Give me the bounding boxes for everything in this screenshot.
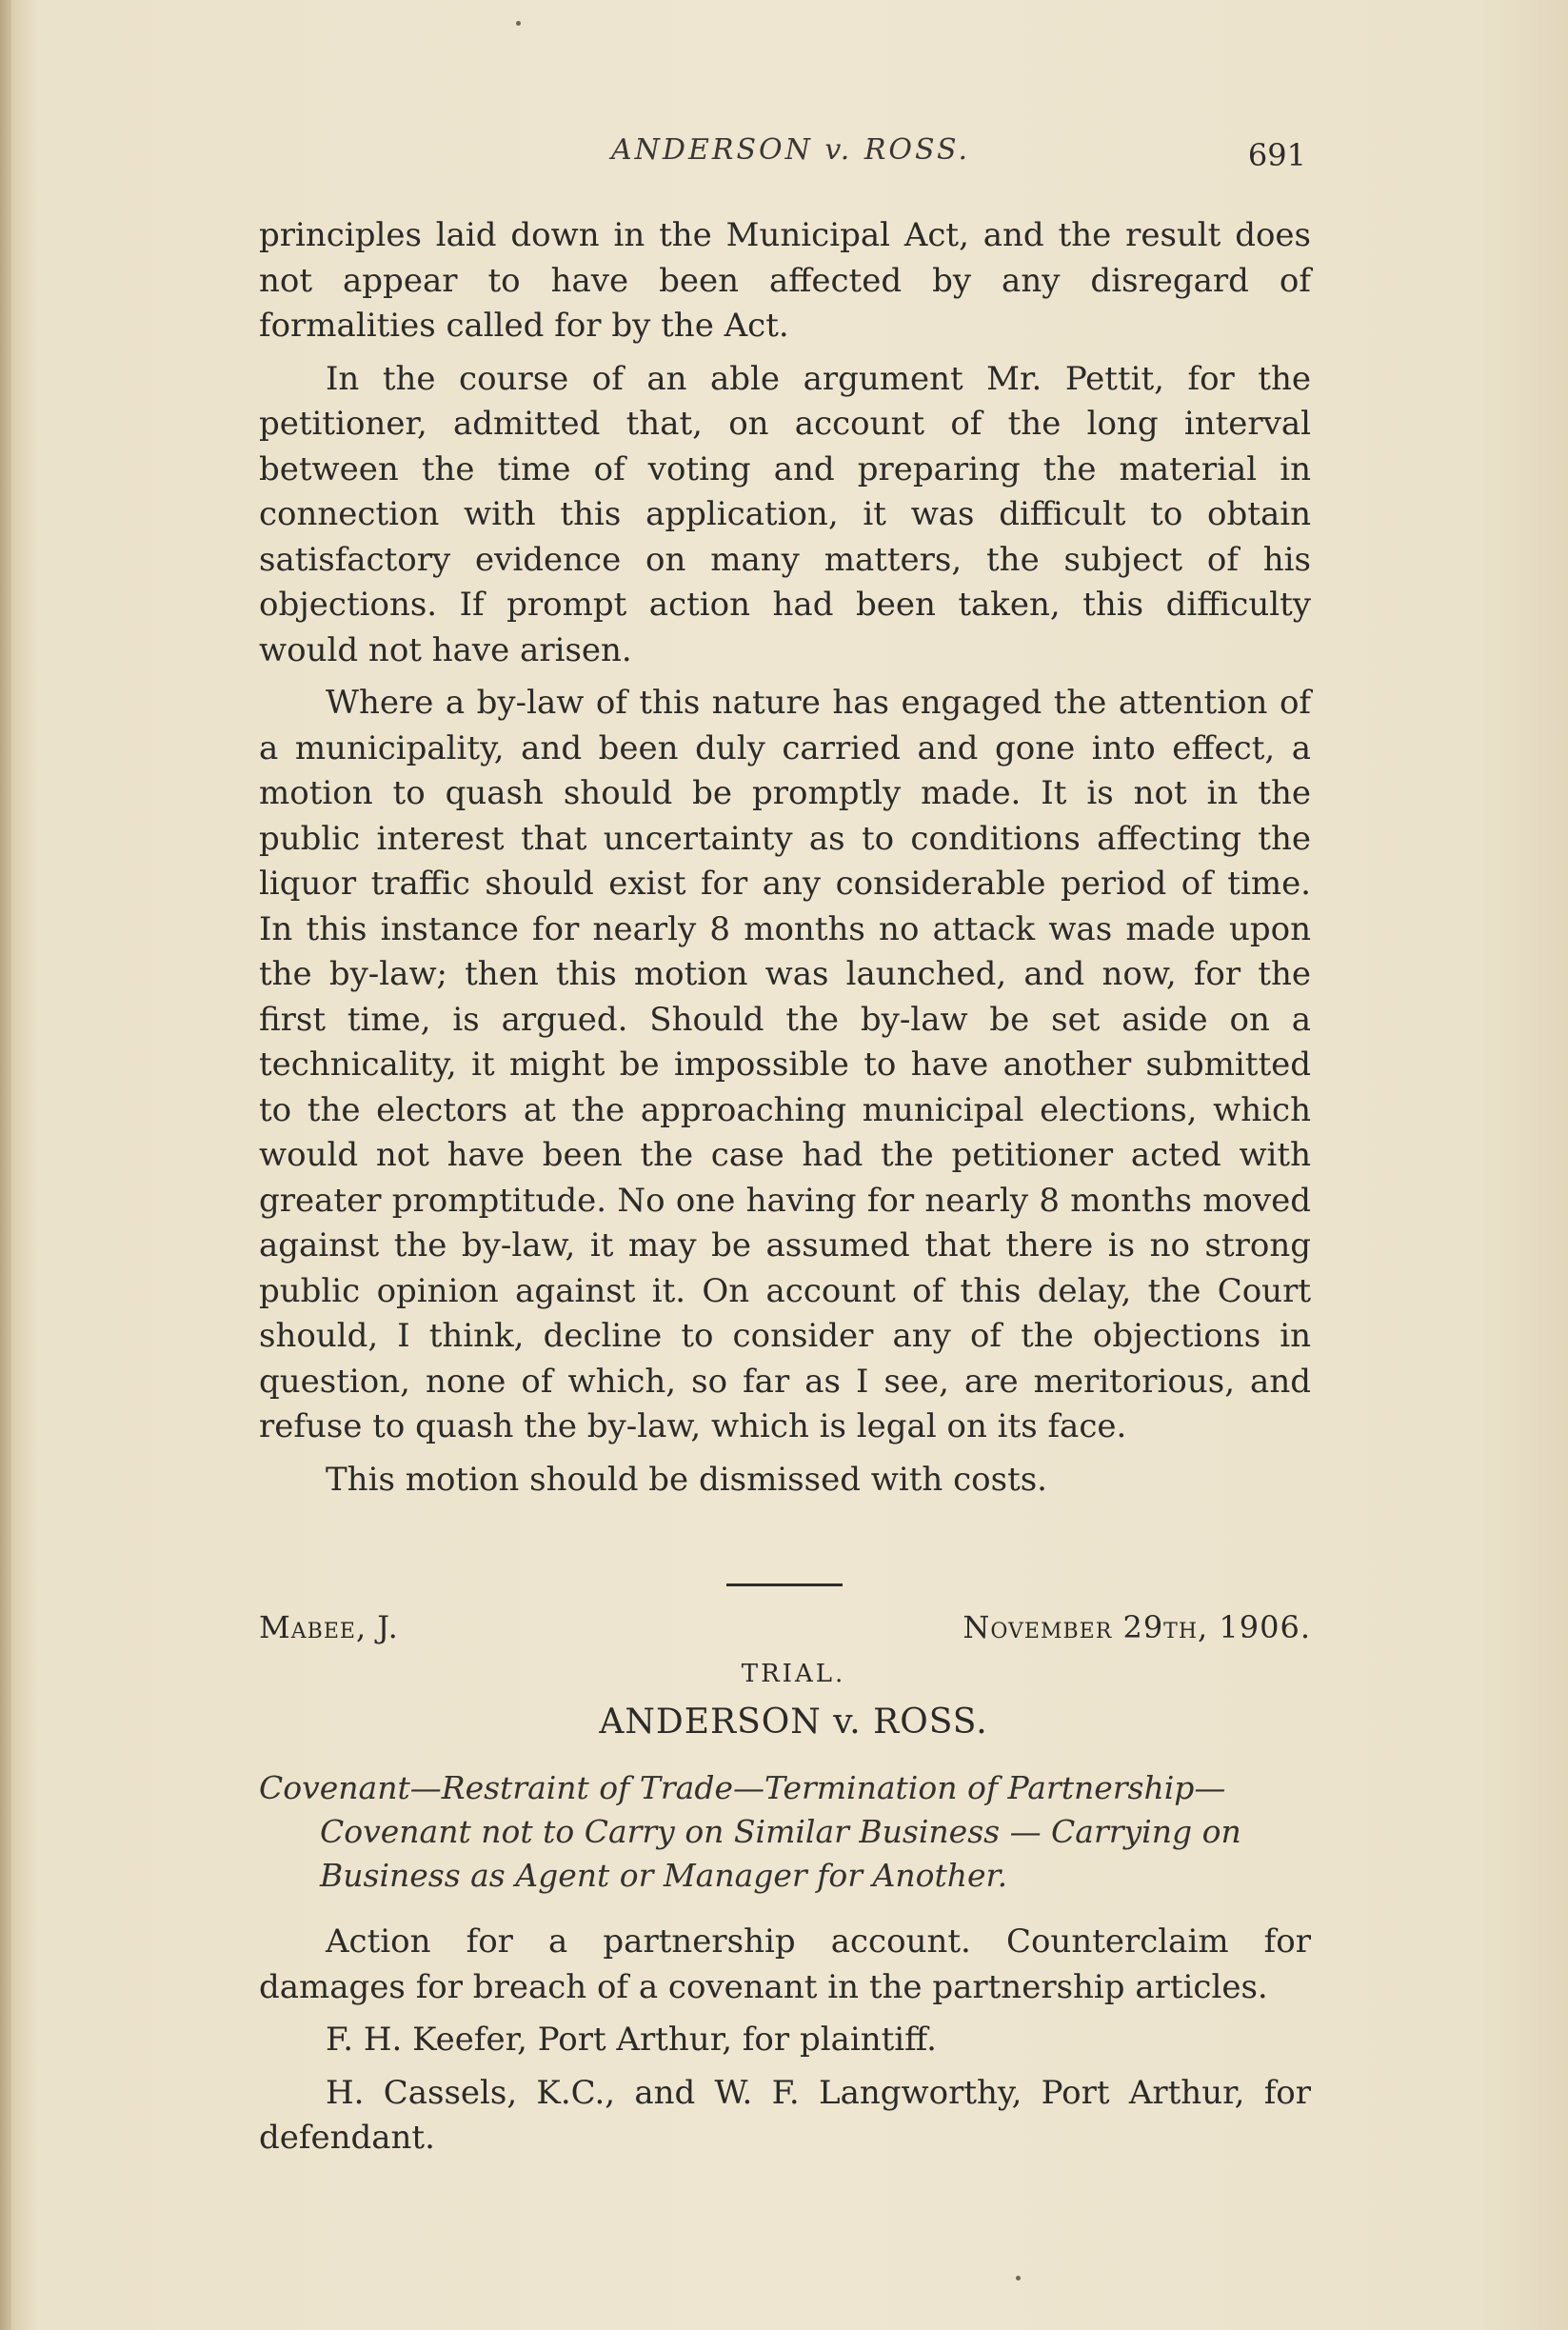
case-paragraph-2: F. H. Keefer, Port Arthur, for plaintiff. [326, 2021, 937, 2059]
judge-date-line [259, 1609, 1311, 1657]
paragraph-2: In the course of an able argument Mr. Pettit, for the petitioner, admitted that, on account of the long interval between the time of voting and preparing the material in connection with this application, it was difficult to obtain satisfactory evidence on many matters, the subject of his objections. If prompt action had been taken, this difficulty would not have arisen. [259, 359, 1311, 669]
paper-speck [1016, 2276, 1021, 2280]
judge-name: Mabee, J. [259, 1609, 399, 1645]
case-paragraph-3: H. Cassels, K.C., and W. F. Langworthy, Port Arthur, for defendant. [259, 2073, 1311, 2157]
headnote-first-line: Covenant—Restraint of Trade—Termination of Partnership— [259, 1769, 1226, 1806]
headnote-continuation: Covenant not to Carry on Similar Business — Carrying on Business as Agent or Manager for Another. [320, 1813, 1241, 1894]
case-title: ANDERSON v. ROSS. [599, 1703, 988, 1742]
case-paragraph-1: Action for a partnership account. Counterclaim for damages for breach of a covenant in the partnership articles. [259, 1922, 1311, 2006]
paragraph-1: principles laid down in the Municipal Act, and the result does not appear to have been affected by any disregard of formalities called for by the Act. [259, 216, 1311, 345]
paper-speck [516, 21, 521, 26]
case-body [259, 1920, 1311, 2169]
paragraph-4: This motion should be dismissed with costs. [326, 1460, 1047, 1499]
page-number: 691 [1247, 137, 1306, 173]
running-title: ANDERSON v. ROSS. [611, 133, 971, 167]
running-head [259, 133, 1306, 190]
trial-label: TRIAL. [741, 1660, 846, 1688]
decision-date: November 29th, 1906. [963, 1609, 1311, 1645]
paragraph-3: Where a by-law of this nature has engaged the attention of a municipality, and been duly carried and gone into effect, a motion to quash should be promptly made. It is not in the public interest that uncertainty as to conditions affecting the liquor traffic should exist for any considerable period of time. In this instance for nearly 8 months no attack was made upon the by-law; then this motion was launched, and now, for the first time, is argued. Should the by-law be set aside on a technicality, it might be impossible to have another submitted to the electors at the approaching municipal elections, which would not have been the case had the petitioner acted with greater promptitude. No one having for nearly 8 months moved against the by-law, it may be assumed that there is no strong public opinion against it. On account of this delay, the Court should, I think, decline to consider any of the objections in question, none of which, so far as I see, are meritorious, and refuse to quash the by-law, which is legal on its face. [259, 684, 1311, 1445]
section-divider [726, 1583, 843, 1586]
headnote [259, 1766, 1311, 1898]
binding-edge [0, 0, 11, 2330]
main-text [259, 213, 1311, 1510]
